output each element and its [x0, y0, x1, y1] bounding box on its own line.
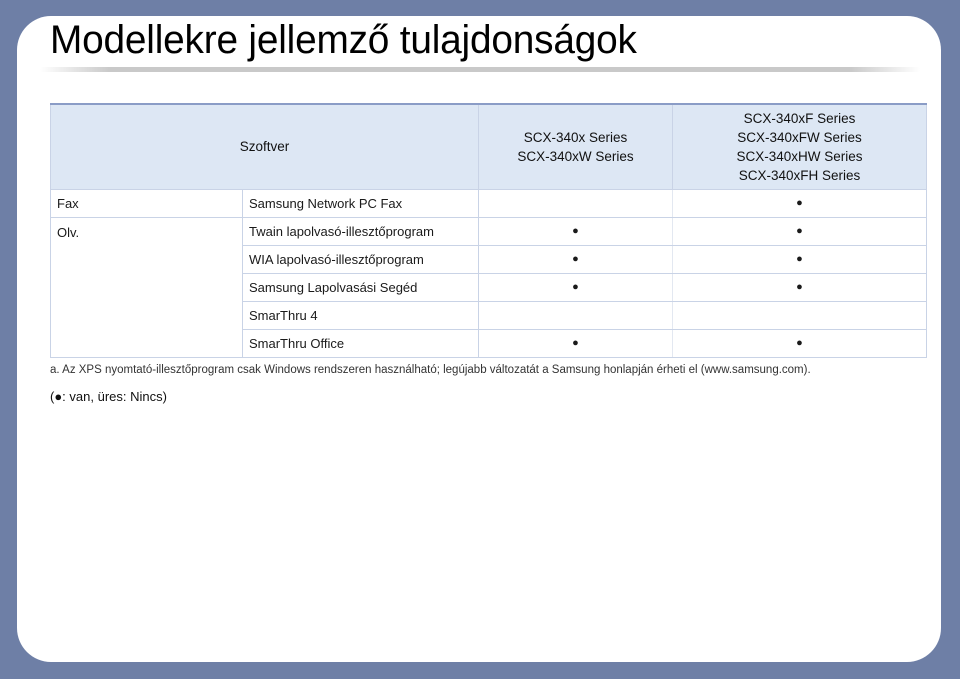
- availability-cell: ●: [479, 329, 673, 357]
- legend: (●: van, üres: Nincs): [50, 389, 167, 404]
- availability-cell: ●: [673, 189, 927, 217]
- availability-cell: ●: [673, 273, 927, 301]
- header-model-group-2: [673, 104, 927, 189]
- header-model: SCX-340x Series: [523, 129, 628, 145]
- availability-cell: ●: [479, 273, 673, 301]
- header-model: SCX-340xHW Series: [736, 148, 863, 164]
- software-cell: WIA lapolvasó-illesztőprogram: [243, 245, 479, 273]
- software-cell: Twain lapolvasó-illesztőprogram: [243, 217, 479, 245]
- feature-table: [50, 103, 927, 358]
- header-software: Szoftver: [51, 104, 479, 189]
- header-model: SCX-340xW Series: [517, 148, 634, 164]
- table-header-row: [51, 104, 927, 189]
- header-model-group-1: [479, 104, 673, 189]
- availability-cell: [479, 301, 673, 329]
- page-title: Modellekre jellemző tulajdonságok: [50, 18, 637, 62]
- software-cell: SmarThru 4: [243, 301, 479, 329]
- table-row: [51, 217, 927, 245]
- title-divider: [40, 67, 920, 72]
- availability-cell: ●: [673, 245, 927, 273]
- availability-cell: ●: [673, 217, 927, 245]
- header-model: SCX-340xFW Series: [737, 129, 862, 145]
- software-cell: Samsung Lapolvasási Segéd: [243, 273, 479, 301]
- software-cell: Samsung Network PC Fax: [243, 189, 479, 217]
- availability-cell: ●: [479, 217, 673, 245]
- software-cell: SmarThru Office: [243, 329, 479, 357]
- header-model: SCX-340xFH Series: [738, 167, 861, 183]
- table-row: [51, 189, 927, 217]
- footnote: a. Az XPS nyomtató-illesztőprogram csak Windows rendszeren használható; legújabb változatát a Samsung honlapján érheti el (www.samsung.com).: [50, 364, 811, 376]
- availability-cell: ●: [673, 329, 927, 357]
- availability-cell: [673, 301, 927, 329]
- header-model: SCX-340xF Series: [743, 110, 856, 126]
- availability-cell: [479, 189, 673, 217]
- category-cell: Fax: [51, 189, 243, 217]
- category-cell: Olv.: [51, 217, 243, 357]
- availability-cell: ●: [479, 245, 673, 273]
